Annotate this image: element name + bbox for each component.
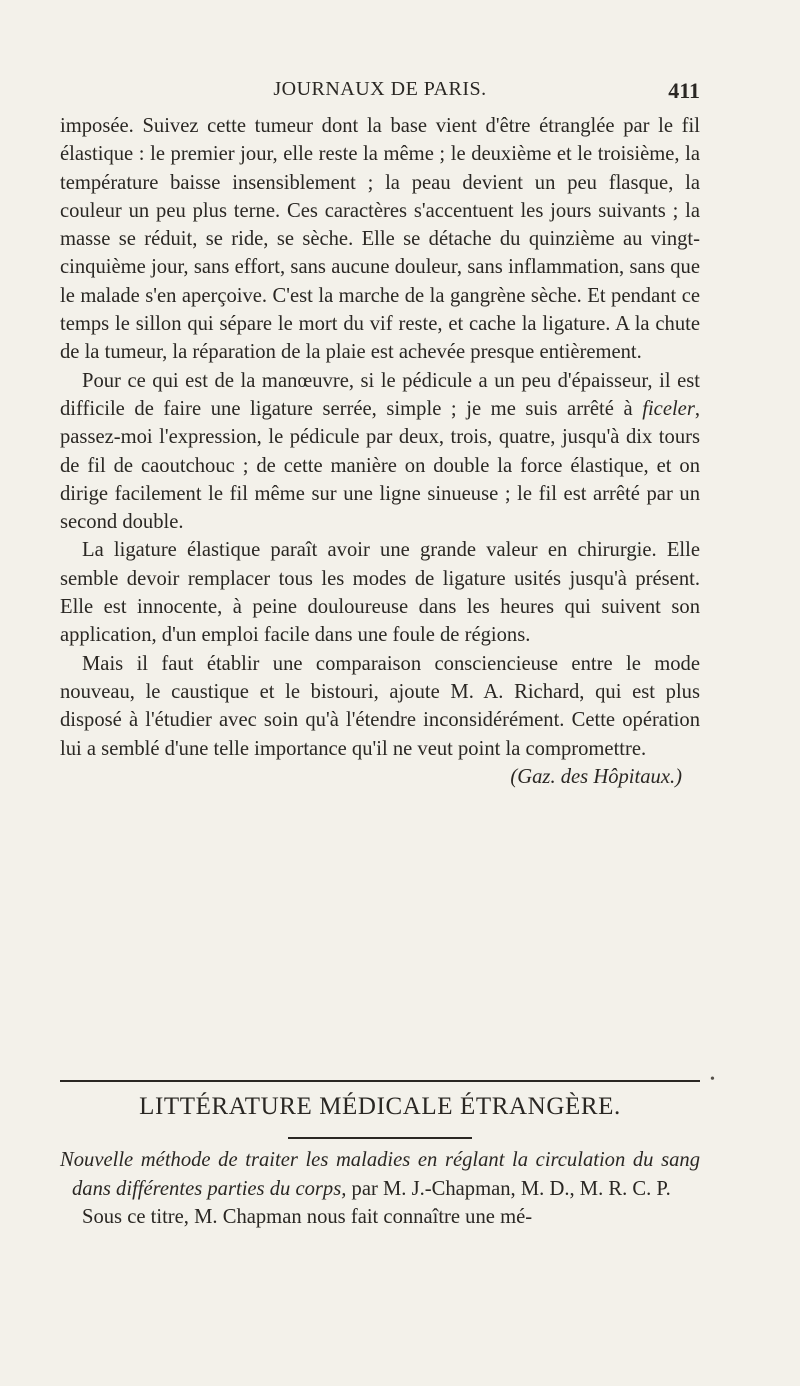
paragraph-2-italic: ficeler <box>642 397 695 420</box>
paragraph-2-part-1: Pour ce qui est de la manœuvre, si le pédicule a un peu d'épaisseur, il est difficile de faire une ligature serrée, simple ; je me suis arrêté à <box>60 369 700 420</box>
divider-marker: • <box>710 1072 715 1087</box>
paragraph-2 <box>60 367 700 537</box>
heading-underline <box>288 1137 472 1139</box>
paragraph-3: La ligature élastique paraît avoir une grande valeur en chirurgie. Elle semble devoir remplacer tous les modes de ligature usités jusqu'à présent. Elle est innocente, à peine douloureuse dans les heures qui suivent son application, d'un emploi facile dans une foule de régions. <box>60 539 700 647</box>
body-text <box>60 112 700 791</box>
source-citation: (Gaz. des Hôpitaux.) <box>510 765 682 788</box>
article-intro: Sous ce titre, M. Chapman nous fait connaître une mé- <box>82 1206 533 1228</box>
article-title-italic: Nouvelle méthode de traiter les maladies en réglant la circulation du sang dans différentes parties du corps, <box>60 1149 700 1200</box>
page-number: 411 <box>668 78 700 103</box>
running-title: JOURNAUX DE PARIS. <box>273 78 487 100</box>
article-title <box>60 1146 700 1203</box>
article <box>60 1146 700 1232</box>
page-header <box>60 78 700 108</box>
paragraph-2-part-2: , passez-moi l'expression, le pédicule par deux, trois, quatre, jusqu'à dix tours de fil de caoutchouc ; de cette manière on double la force élastique, et on dirige facilement le fil même sur une ligne sinueuse ; le fil est arrêté par un second double. <box>60 397 700 534</box>
section-heading: LITTÉRATURE MÉDICALE ÉTRANGÈRE. <box>139 1093 621 1120</box>
article-author: par M. J.-Chapman, M. D., M. R. C. P. <box>346 1177 671 1200</box>
paragraph-1: imposée. Suivez cette tumeur dont la base vient d'être étranglée par le fil élastique : le premier jour, elle reste la même ; le deuxième et le troisième, la température baisse insensiblement ; la peau devient un peu flasque, la couleur un peu plus terne. Ces caractères s'accentuent les jours suivants ; la masse se réduit, se ride, se sèche. Elle se détache du quinzième au vingt-cinquième jour, sans effort, sans aucune douleur, sans inflammation, sans que le malade s'en aperçoive. C'est la marche de la gangrène sèche. Et pendant ce temps le sillon qui sépare le mort du vif reste, et cache la ligature. A la chute de la tumeur, la réparation de la plaie est achevée presque entièrement. <box>60 115 700 364</box>
paragraph-4: Mais il faut établir une comparaison consciencieuse entre le mode nouveau, le caustique et le bistouri, ajoute M. A. Richard, qui est plus disposé à l'étudier avec soin qu'à l'étendre inconsidérément. Cette opération lui a semblé d'une telle importance qu'il ne veut point la compromettre. <box>60 652 700 760</box>
section-divider <box>60 1080 700 1082</box>
